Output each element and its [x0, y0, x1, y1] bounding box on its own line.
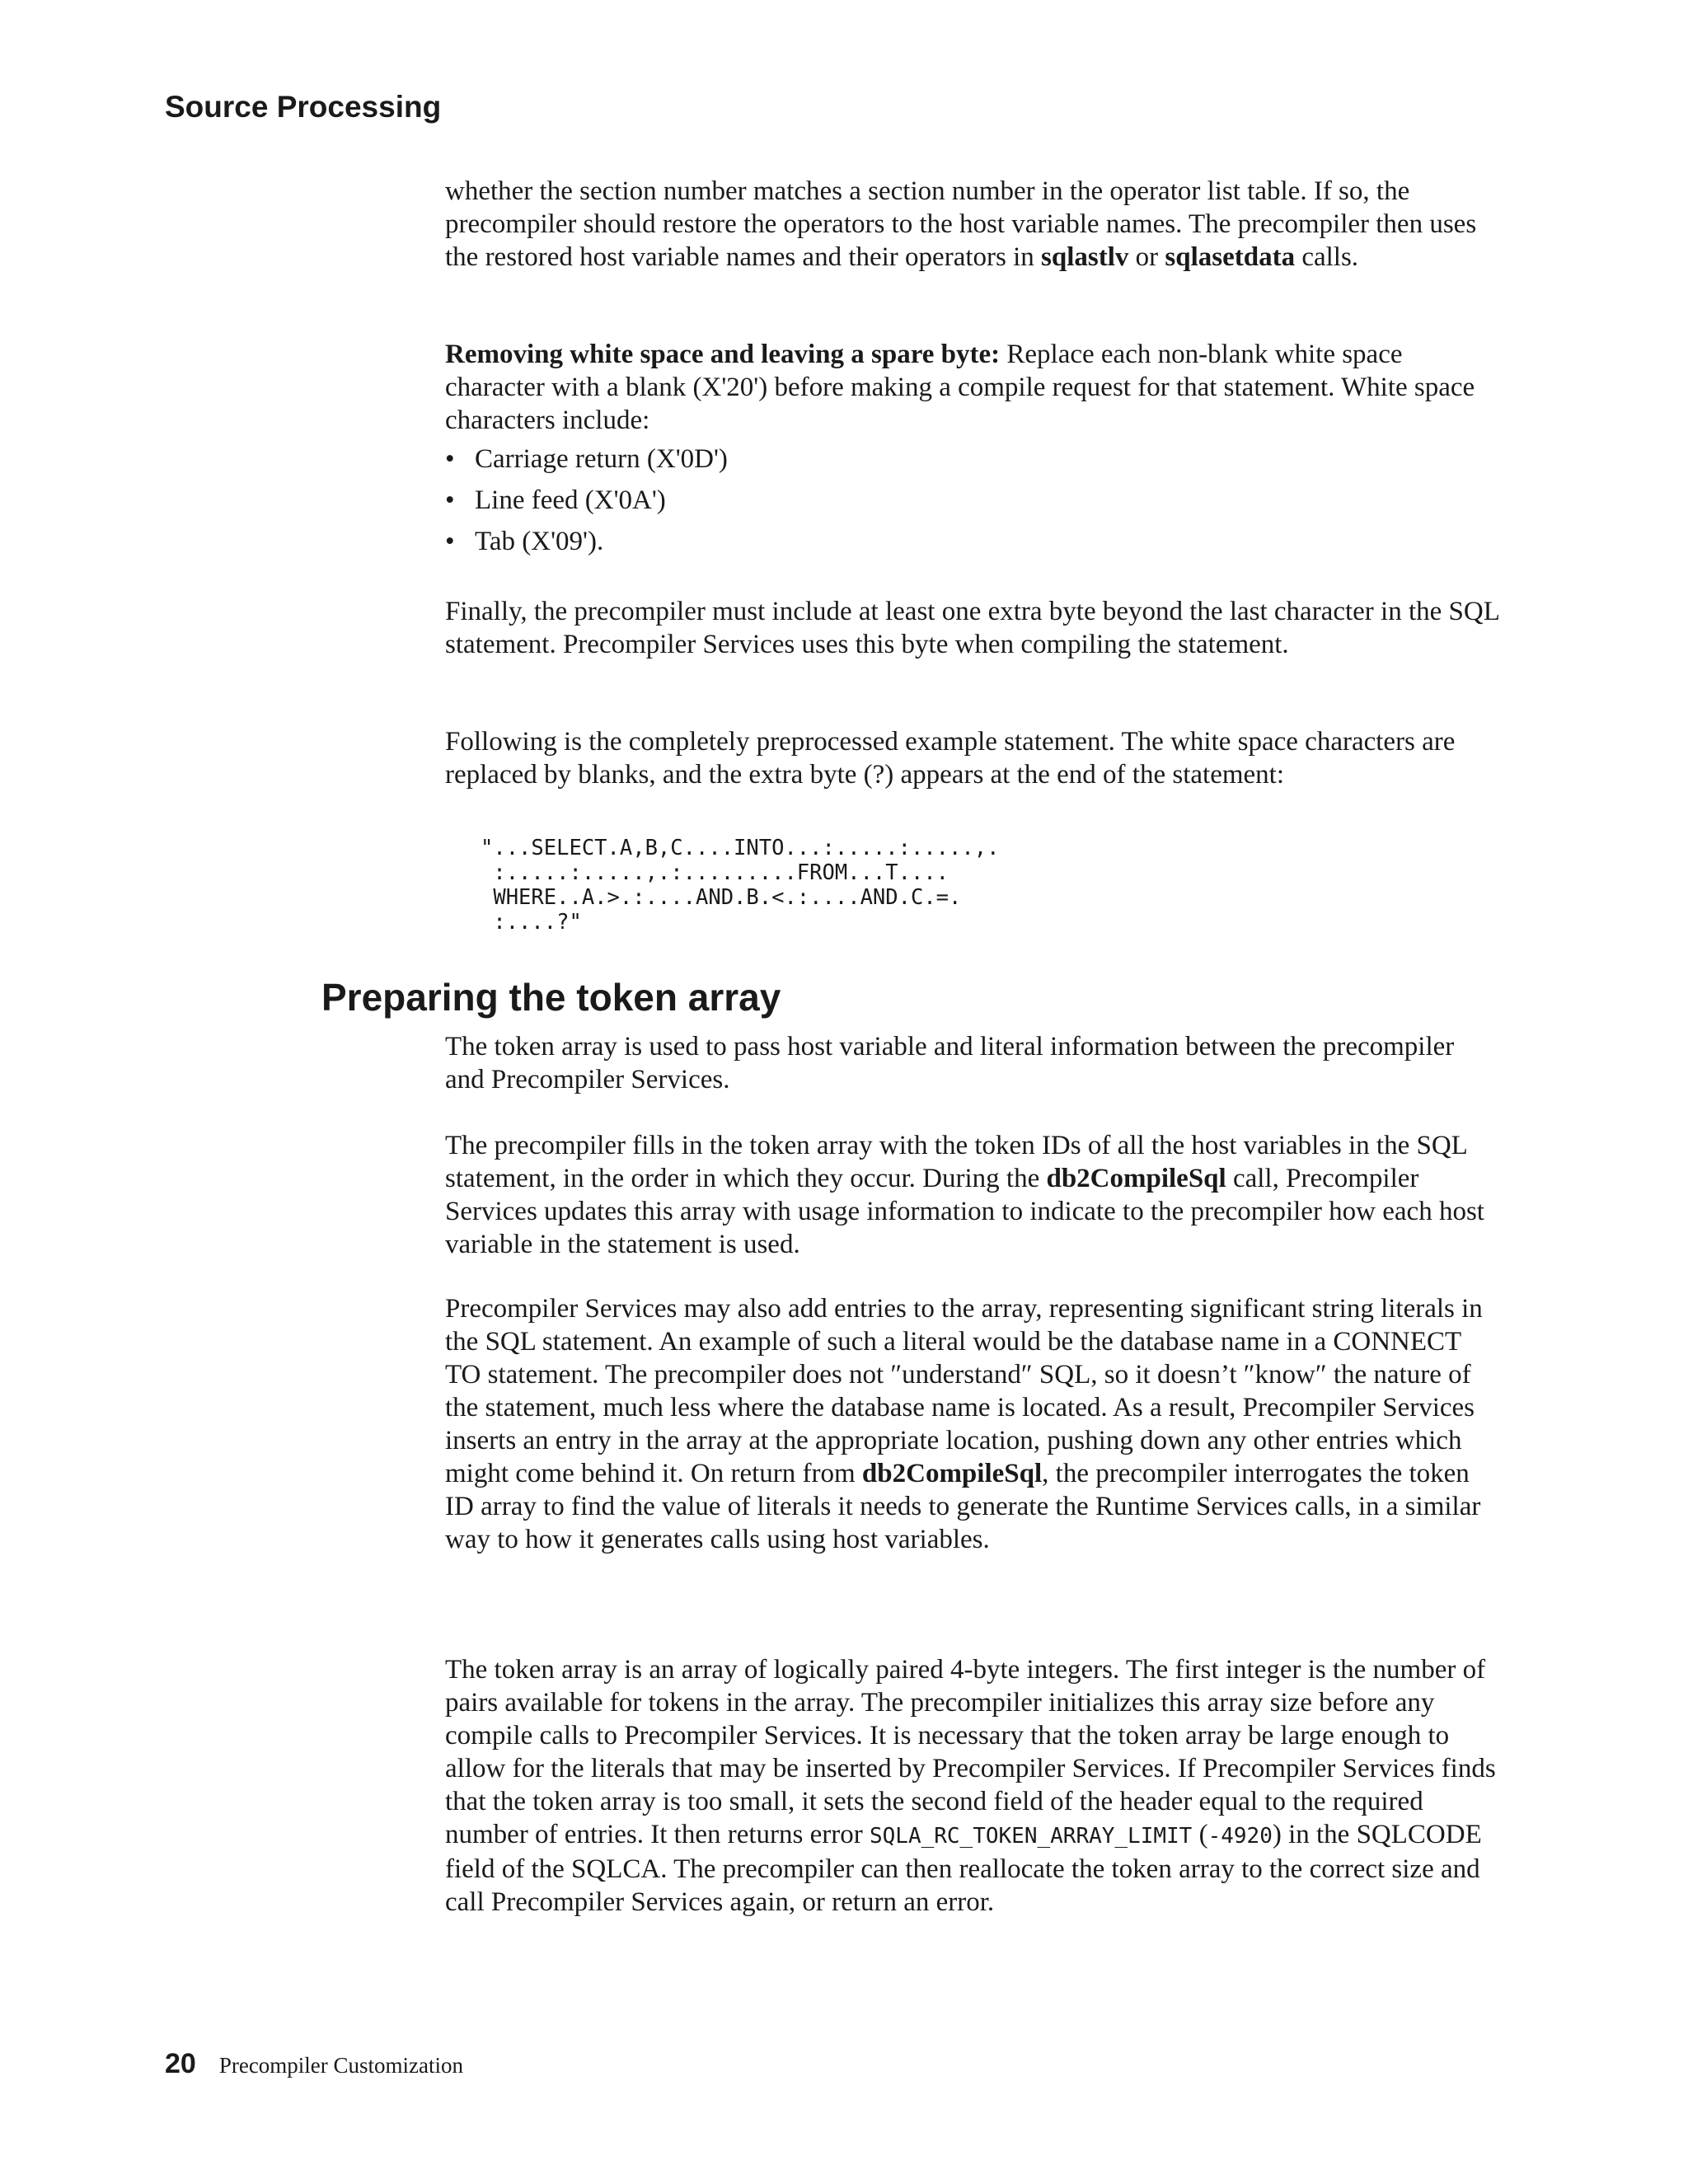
- list-item: [445, 525, 1500, 566]
- list-item-text: Line feed (X'0A'): [475, 485, 666, 515]
- text-segment: or: [1128, 242, 1165, 272]
- function-name-sqlasetdata: sqlasetdata: [1165, 242, 1296, 272]
- run-in-heading: Removing white space and leaving a spare byte:: [445, 340, 1001, 369]
- text-segment: , the precompiler interrogates the token ID array to find the value of literals it needs to generate the Runtime Services calls, in a similar way to how it generates calls using host variables.: [445, 1459, 1481, 1554]
- text-segment: ) in the SQLCODE field of the SQLCA. The precompiler can then reallocate the token array to the correct size and call Precompiler Services again, or return an error.: [445, 1820, 1482, 1917]
- error-code: -4920: [1207, 1824, 1273, 1849]
- paragraph-token-array-purpose: [445, 1030, 1500, 1096]
- text-segment: calls.: [1295, 242, 1359, 272]
- paragraph-extra-byte: [445, 595, 1500, 661]
- paragraph-string-literals: [445, 1292, 1500, 1556]
- paragraph-text: The token array is used to pass host variable and literal information between the precompiler and Precompiler Services.: [445, 1032, 1455, 1094]
- text-segment: The token array is an array of logically paired 4-byte integers. The first integer is the number of pairs available for tokens in the array. The precompiler initializes this array size before any compile calls to Precompiler Services. It is necessary that the token array be large enough to allow for the literals that may be inserted by Precompiler Services. If Precompiler Services finds that the token array is too small, it sets the second field of the header equal to the required number of entries. It then returns error: [445, 1655, 1496, 1849]
- text-segment: call, Precompiler Services updates this array with usage information to indicate to the precompiler how each host variable in the statement is used.: [445, 1164, 1484, 1259]
- list-item-text: Carriage return (X'0D'): [475, 444, 728, 474]
- page-number: 20: [165, 2048, 196, 2079]
- bullet-icon: •: [445, 527, 455, 556]
- bullet-icon: •: [445, 485, 455, 515]
- paragraph-white-space: [445, 338, 1500, 437]
- bullet-icon: •: [445, 444, 455, 474]
- text-segment: (: [1192, 1820, 1208, 1849]
- error-constant: SQLA_RC_TOKEN_ARRAY_LIMIT: [869, 1824, 1193, 1849]
- paragraph-token-ids: [445, 1129, 1500, 1261]
- text-segment: Precompiler Services may also add entries to the array, representing significant string literals in the SQL statement. An example of such a literal would be the database name in a CONNECT TO statement. The precompiler does not ″understand″ SQL, so it doesn’t ″know″ the nature of the statement, much less where the database name is located. As a result, Precompiler Services inserts an entry in the array at the appropriate location, pushing down any other entries which might come behind it. On return from: [445, 1294, 1483, 1488]
- running-head: Source Processing: [165, 90, 442, 124]
- function-name-db2compilesql: db2CompileSql: [861, 1459, 1043, 1488]
- list-item: [445, 484, 1500, 525]
- text-segment: The precompiler fills in the token array with the token IDs of all the host variables in the SQL statement, in the order in which they occur. During the: [445, 1131, 1467, 1193]
- text-segment: whether the section number matches a section number in the operator list table. If so, the precompiler should restore the operators to the host variable names. The precompiler then uses the restored host variable names and their operators in: [445, 176, 1477, 272]
- text-segment: Replace each non-blank white space character with a blank (X'20') before making a compile request for that statement. White space characters include:: [445, 340, 1475, 435]
- paragraph-text: Finally, the precompiler must include at least one extra byte beyond the last character in the SQL statement. Precompiler Services uses this byte when compiling the statement.: [445, 597, 1499, 659]
- paragraph-text: Following is the completely preprocessed example statement. The white space characters are replaced by blanks, and the extra byte (?) appears at the end of the statement:: [445, 727, 1456, 790]
- page-footer: [165, 2047, 463, 2086]
- paragraph-array-size: [445, 1653, 1500, 1919]
- function-name-db2compilesql: db2CompileSql: [1046, 1164, 1226, 1193]
- white-space-list: [445, 443, 1500, 566]
- code-example: "...SELECT.A,B,C....INTO...:.....:.....,. :.....:.....,.:.........FROM...T.... WHERE..A.>.:....AND.B.<.:....AND.C.=. :....?": [481, 836, 1000, 935]
- function-name-sqlastlv: sqlastlv: [1041, 242, 1129, 272]
- book-title: Precompiler Customization: [218, 2053, 464, 2078]
- section-heading: Preparing the token array: [321, 976, 781, 1019]
- paragraph-operator-restore: [445, 175, 1500, 274]
- list-item: [445, 443, 1500, 484]
- list-item-text: Tab (X'09').: [475, 527, 604, 556]
- paragraph-example-intro: [445, 725, 1500, 791]
